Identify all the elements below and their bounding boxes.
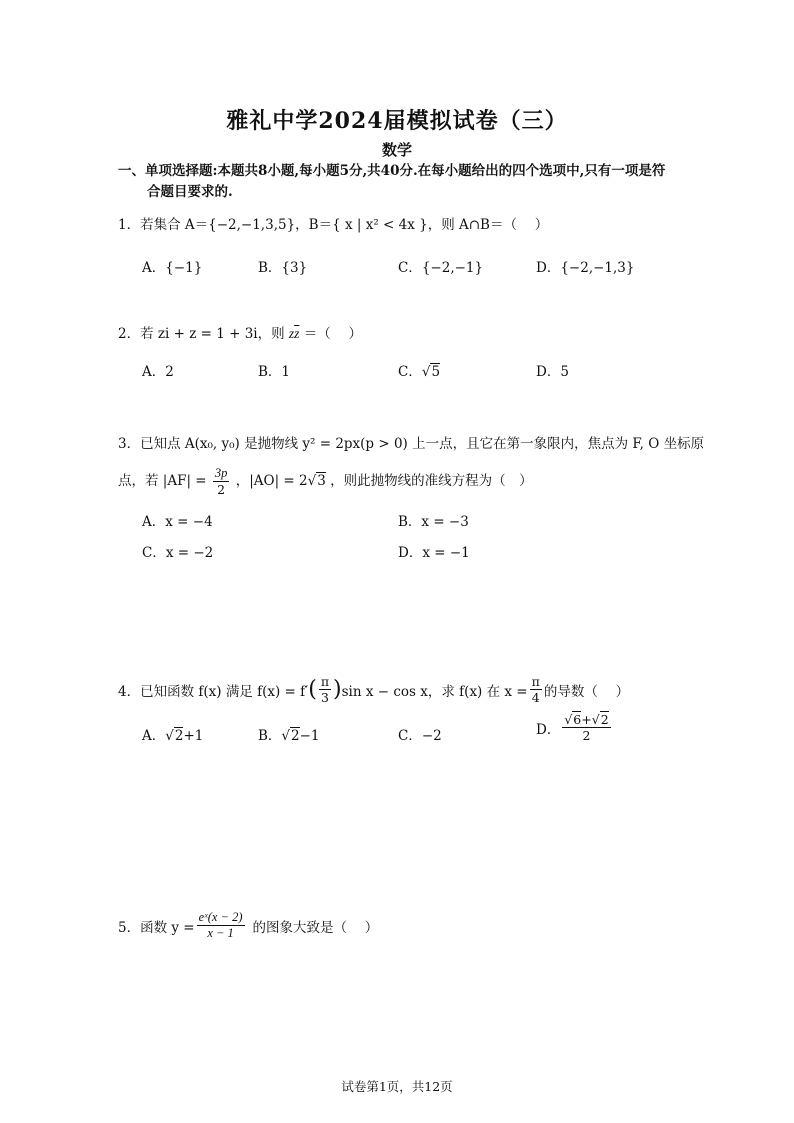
q4-option-a-label: A． bbox=[142, 728, 166, 744]
q4-option-b-label: B． bbox=[258, 728, 282, 744]
q5-denominator: x − 1 bbox=[207, 926, 234, 940]
section-line-2: 合题目要求的. bbox=[147, 184, 233, 200]
q2-stem-suffix: ＝（ ） bbox=[303, 326, 363, 342]
q4-pi-denominator-4: 4 bbox=[531, 690, 540, 705]
q4-suffix: 的导数（ ） bbox=[543, 683, 630, 700]
q4-fraction-pi-3 bbox=[319, 674, 331, 705]
sqrt-symbol: √ bbox=[281, 728, 291, 744]
q4-pi-numerator: π bbox=[320, 674, 330, 689]
q4-option-a bbox=[142, 724, 203, 744]
q4-option-b-radicand: 2 bbox=[291, 728, 300, 744]
q3-line2-suffix: ，则此抛物线的准线方程为（ ） bbox=[330, 473, 533, 489]
q2-stem-prefix: 2．若 zi + z = 1 + 3i，则 bbox=[118, 326, 285, 342]
q4-option-c: C．−2 bbox=[398, 728, 442, 744]
q4-option-b-tail: −1 bbox=[299, 728, 320, 744]
q2-option-b: B．1 bbox=[258, 364, 291, 380]
question-2-stem bbox=[118, 322, 362, 342]
q4-pi-numerator-2: π bbox=[531, 674, 540, 689]
q4-d-radicand-1: 6 bbox=[573, 712, 582, 727]
sqrt-symbol: √ bbox=[421, 364, 431, 380]
question-1-stem: 1．若集合 A＝{−2,−1,3,5}，B＝{ x | x² < 4x }，则 A∩B＝（ ） bbox=[118, 217, 549, 233]
q4-option-b bbox=[258, 724, 320, 744]
q3-line2-prefix: 点，若 |AF| = bbox=[118, 473, 207, 489]
q5-numerator: eˣ(x − 2) bbox=[198, 910, 243, 924]
q1-option-c: C．{−2,−1} bbox=[398, 260, 484, 276]
left-paren: ( bbox=[308, 677, 317, 702]
q1-option-b: B．{3} bbox=[258, 260, 308, 276]
sqrt-symbol: √ bbox=[591, 712, 600, 727]
q2-z-conjugate: $\overline{z}$ bbox=[294, 326, 300, 341]
page-footer: 试卷第1页，共12页 bbox=[341, 1079, 453, 1094]
question-3-line-1: 3．已知点 A(x₀, y₀) 是抛物线 y² = 2px(p > 0) 上一点，且它在第一象限内，焦点为 F, O 坐标原 bbox=[118, 436, 705, 452]
question-4-stem bbox=[118, 674, 629, 705]
q3-option-d: D．x = −1 bbox=[398, 545, 470, 561]
q2-option-c-radicand: 5 bbox=[431, 364, 441, 380]
q2-option-a: A．2 bbox=[142, 364, 174, 380]
q4-pi-denominator-3: 3 bbox=[320, 690, 329, 705]
q1-option-a: A．{−1} bbox=[142, 260, 203, 276]
q3-line2-mid: ，|AO| = 2 bbox=[235, 473, 308, 489]
q4-option-d-fraction bbox=[562, 712, 610, 743]
q2-option-c bbox=[398, 360, 440, 380]
q4-d-radicand-2: 2 bbox=[600, 712, 609, 727]
q5-suffix: 的图象大致是（ ） bbox=[252, 919, 379, 936]
q4-option-d-denominator: 2 bbox=[582, 728, 591, 743]
q1-option-d: D．{−2,−1,3} bbox=[536, 260, 635, 276]
q3-radicand: 3 bbox=[317, 473, 326, 489]
q2-z: z bbox=[288, 326, 295, 341]
section-instructions bbox=[118, 161, 698, 203]
q5-prefix: 5．函数 y = bbox=[118, 919, 195, 936]
q3-fraction bbox=[213, 466, 230, 497]
q3-option-b: B．x = −3 bbox=[398, 514, 469, 530]
q3-fraction-denominator: 2 bbox=[217, 482, 226, 497]
q4-mid: sin x − cos x，求 f(x) 在 x = bbox=[341, 683, 528, 700]
q3-fraction-numerator: 3p bbox=[214, 466, 228, 480]
q4-option-d-label: D． bbox=[536, 721, 561, 738]
q4-option-a-radicand: 2 bbox=[174, 728, 184, 744]
q4-option-d bbox=[536, 712, 613, 743]
subject-heading: 数学 bbox=[381, 141, 412, 159]
section-line-1: 一、单项选择题:本题共8小题,每小题5分,共40分.在每小题给出的四个选项中,只有一项是符 bbox=[118, 163, 666, 179]
q4-d-plus: + bbox=[581, 712, 592, 727]
q4-fraction-pi-4 bbox=[530, 674, 542, 705]
sqrt-symbol: √ bbox=[165, 728, 174, 744]
q4-option-d-numerator bbox=[562, 712, 610, 728]
q4-option-a-tail: +1 bbox=[183, 728, 204, 744]
q3-option-a: A．x = −4 bbox=[142, 514, 213, 530]
q2-option-c-label: C． bbox=[398, 364, 422, 380]
q2-option-d: D．5 bbox=[536, 364, 569, 380]
question-5-stem bbox=[118, 910, 378, 941]
exam-title: 雅礼中学2024届模拟试卷（三） bbox=[226, 108, 568, 134]
q4-prefix: 4．已知函数 f(x) 满足 f(x) = f′ bbox=[118, 683, 309, 700]
sqrt-symbol: √ bbox=[307, 473, 317, 489]
sqrt-symbol: √ bbox=[564, 712, 573, 727]
q5-fraction bbox=[197, 910, 245, 941]
right-paren: ) bbox=[333, 677, 342, 702]
q3-option-c: C．x = −2 bbox=[142, 545, 214, 561]
question-3-line-2 bbox=[118, 466, 533, 497]
